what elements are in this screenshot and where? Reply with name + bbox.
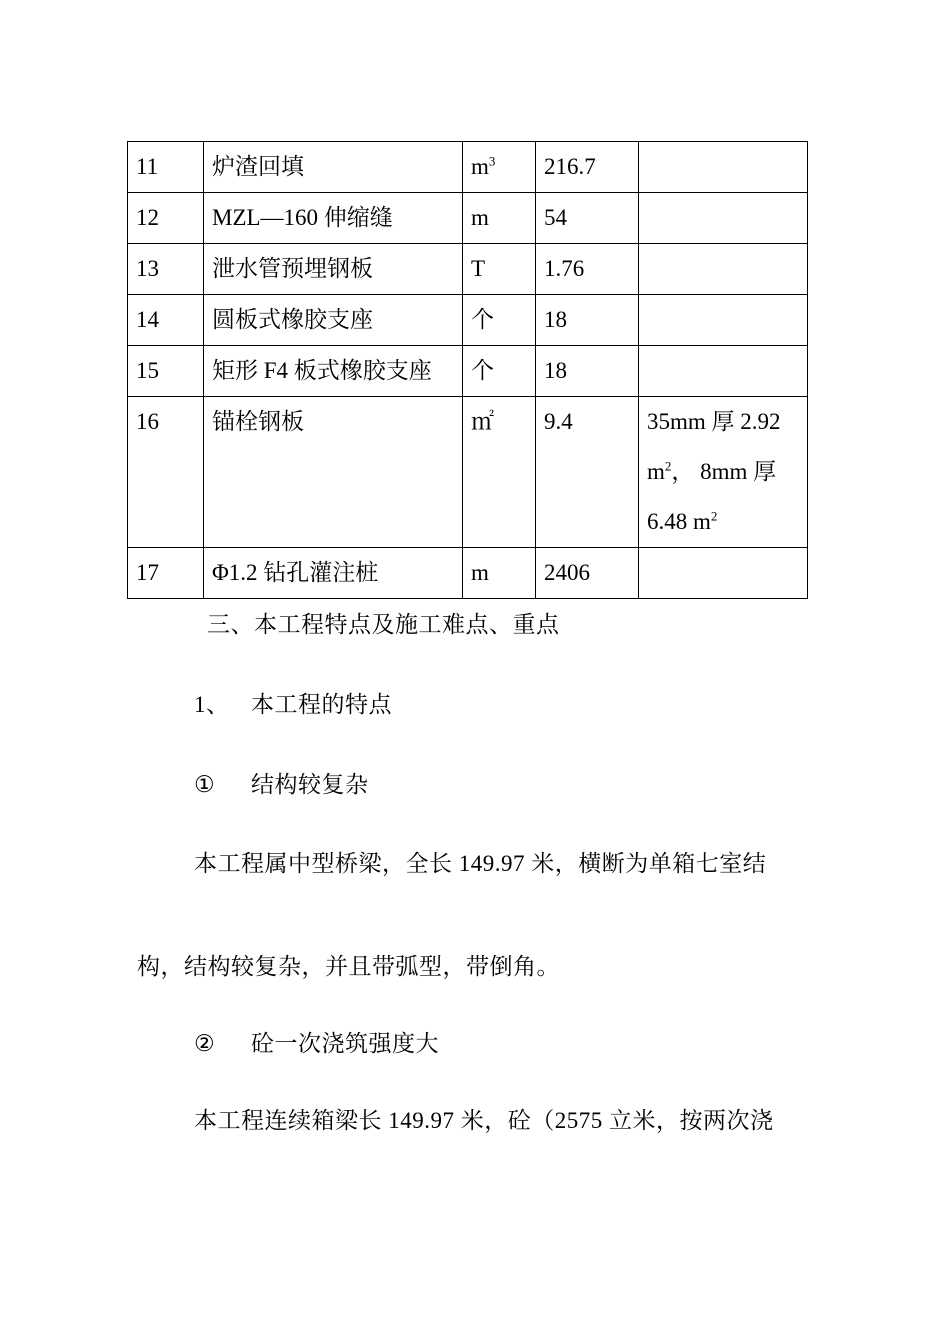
row-number: 13 [128, 244, 204, 295]
table-row [128, 193, 808, 244]
paragraph-line: 本工程连续箱梁长 149.97 米，砼（2575 立米，按两次浇 [194, 1108, 774, 1133]
row-number: 16 [128, 397, 204, 548]
subsection-title: 本工程的特点 [251, 692, 392, 717]
subsection-heading [194, 686, 392, 719]
item-quantity: 54 [536, 193, 639, 244]
paragraph-line: 构，结构较复杂，并且带弧型，带倒角。 [137, 954, 560, 979]
item-quantity: 18 [536, 346, 639, 397]
item-unit: m [463, 193, 536, 244]
remark-line: 6.48 $m^2$ [647, 508, 718, 534]
item-number: ① [194, 772, 216, 797]
item-name: 圆板式橡胶支座 [204, 295, 463, 346]
item-unit: m [463, 548, 536, 599]
section-heading: 三、本工程特点及施工难点、重点 [207, 612, 560, 637]
item-quantity: 216.7 [536, 142, 639, 193]
quantity-table [127, 141, 808, 599]
table-row [128, 295, 808, 346]
item-name: MZL—160 伸缩缝 [204, 193, 463, 244]
item-unit: $m^3$ [463, 142, 536, 193]
remark-line: $m^2$， 8mm 厚 [647, 458, 777, 484]
item-name: 炉渣回填 [204, 142, 463, 193]
item-name: 矩形 F4 板式橡胶支座 [204, 346, 463, 397]
item-name: 锚栓钢板 [204, 397, 463, 548]
table-row [128, 244, 808, 295]
item-quantity: 9.4 [536, 397, 639, 548]
item-name: Φ1.2 钻孔灌注桩 [204, 548, 463, 599]
item-title: 结构较复杂 [251, 772, 369, 797]
table-row [128, 142, 808, 193]
item-remark [639, 346, 808, 397]
table-row [128, 548, 808, 599]
item-quantity: 18 [536, 295, 639, 346]
item-remark [639, 397, 808, 548]
item-remark [639, 548, 808, 599]
item-quantity: 2406 [536, 548, 639, 599]
item-number: ② [194, 1031, 216, 1056]
item-unit: T [463, 244, 536, 295]
item-unit: ㎡ [463, 397, 536, 548]
item-remark [639, 193, 808, 244]
subsection-number: 1、 [194, 692, 230, 717]
item-remark [639, 244, 808, 295]
item-heading [194, 766, 369, 799]
paragraph-line: 本工程属中型桥梁，全长 149.97 米，横断为单箱七室结 [194, 851, 767, 876]
table-row [128, 397, 808, 548]
item-heading [194, 1025, 439, 1058]
row-number: 11 [128, 142, 204, 193]
row-number: 17 [128, 548, 204, 599]
item-title: 砼一次浇筑强度大 [251, 1031, 439, 1056]
item-name: 泄水管预埋钢板 [204, 244, 463, 295]
item-quantity: 1.76 [536, 244, 639, 295]
item-unit: 个 [463, 295, 536, 346]
row-number: 12 [128, 193, 204, 244]
table-row [128, 346, 808, 397]
row-number: 14 [128, 295, 204, 346]
item-remark [639, 142, 808, 193]
item-unit: 个 [463, 346, 536, 397]
row-number: 15 [128, 346, 204, 397]
remark-line: 35mm 厚 2.92 [647, 409, 781, 434]
item-remark [639, 295, 808, 346]
